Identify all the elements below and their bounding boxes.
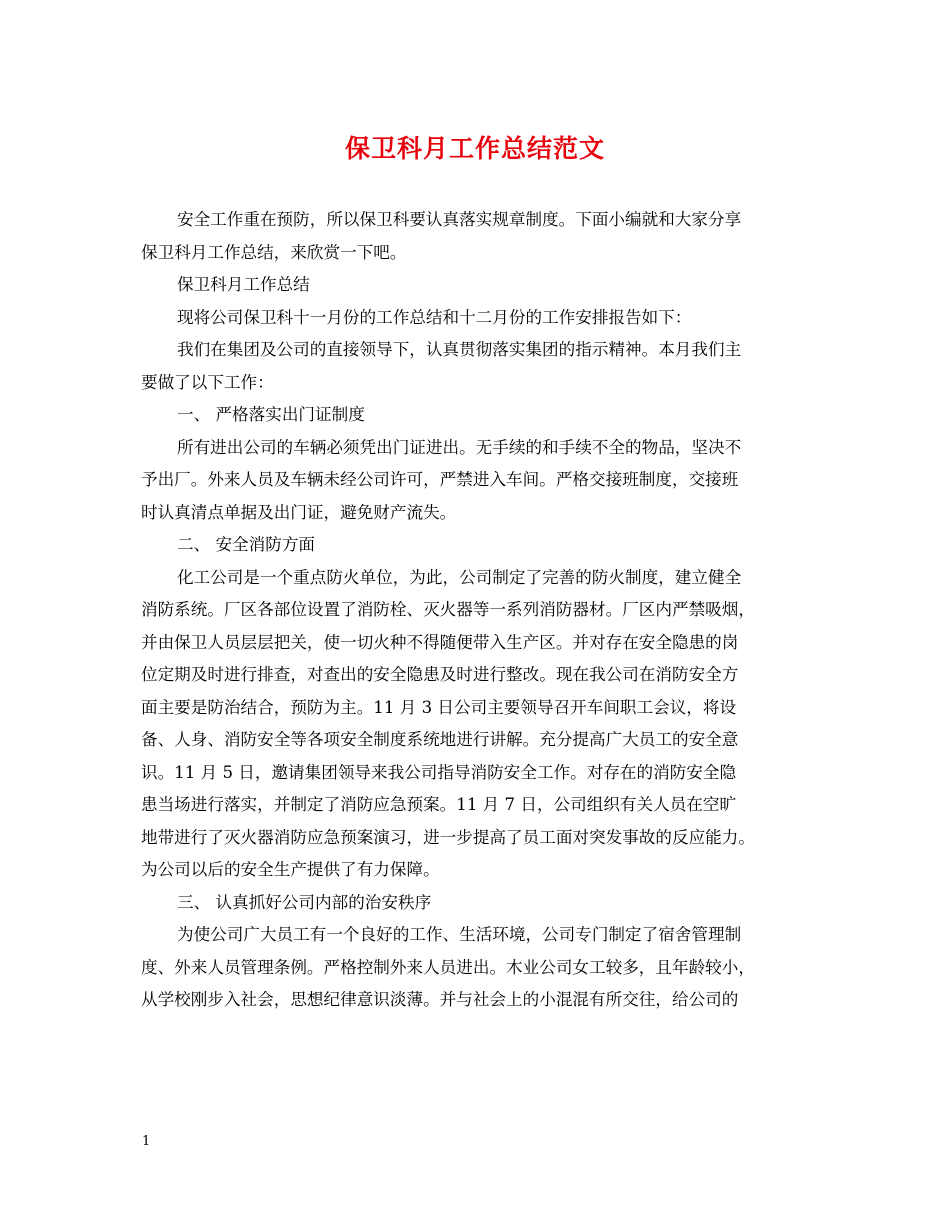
body-line: 消防系统。厂区各部位设置了消防栓、灭火器等一系列消防器材。厂区内严禁吸烟， — [141, 600, 755, 619]
body-line: 并由保卫人员层层把关，使一切火种不得随便带入生产区。并对存在安全隐患的岗 — [141, 632, 739, 652]
body-line: 为使公司广大员工有一个良好的工作、生活环境，公司专门制定了宿舍管理制 — [177, 925, 742, 944]
body-line: 化工公司是一个重点防火单位，为此，公司制定了完善的防火制度，建立健全 — [177, 567, 742, 587]
section-heading: 一、 严格落实出门证制度 — [177, 405, 365, 424]
body-line: 现将公司保卫科十一月份的工作总结和十二月份的工作安排报告如下： — [177, 307, 692, 327]
page-number: 1 — [142, 1134, 151, 1149]
section-heading: 三、 认真抓好公司内部的治安秩序 — [177, 892, 432, 912]
body-line: 备、人身、消防安全等各项安全制度系统地进行讲解。充分提高广大员工的安全意 — [141, 730, 739, 749]
body-line: 位定期及时进行排查，对查出的安全隐患及时进行整改。现在我公司在消防安全方 — [141, 665, 739, 684]
document-body — [141, 204, 813, 1017]
body-line: 面主要是防治结合，预防为主。11 月 3 日公司主要领导召开车间职工会议，将设 — [141, 697, 737, 717]
body-line: 识。11 月 5 日，邀请集团领导来我公司指导消防安全工作。对存在的消防安全隐 — [141, 762, 737, 782]
body-line: 要做了以下工作： — [141, 372, 274, 392]
section-heading: 二、 安全消防方面 — [177, 535, 316, 554]
body-line: 地带进行了灭火器消防应急预案演习，进一步提高了员工面对突发事故的反应能力。 — [141, 827, 755, 847]
body-line: 患当场进行落实，并制定了消防应急预案。11 月 7 日，公司组织有关人员在空旷 — [141, 795, 737, 814]
document-title: 保卫科月工作总结范文 — [344, 134, 605, 163]
body-line: 为公司以后的安全生产提供了有力保障。 — [141, 860, 440, 879]
body-line: 时认真清点单据及出门证，避免财产流失。 — [141, 502, 457, 522]
body-line: 安全工作重在预防，所以保卫科要认真落实规章制度。下面小编就和大家分享 — [177, 210, 742, 229]
section-heading: 保卫科月工作总结 — [177, 275, 310, 294]
body-line: 保卫科月工作总结，来欣赏一下吧。 — [141, 242, 407, 262]
body-line: 我们在集团及公司的直接领导下，认真贯彻落实集团的指示精神。本月我们主 — [177, 340, 742, 359]
body-line: 度、外来人员管理条例。严格控制外来人员进出。木业公司女工较多，且年龄较小， — [141, 957, 755, 977]
body-line: 所有进出公司的车辆必须凭出门证进出。无手续的和手续不全的物品，坚决不 — [177, 437, 742, 457]
body-line: 予出厂。外来人员及车辆未经公司许可，严禁进入车间。严格交接班制度，交接班 — [141, 470, 739, 489]
body-line: 从学校刚步入社会，思想纪律意识淡薄。并与社会上的小混混有所交往，给公司的 — [141, 990, 739, 1009]
